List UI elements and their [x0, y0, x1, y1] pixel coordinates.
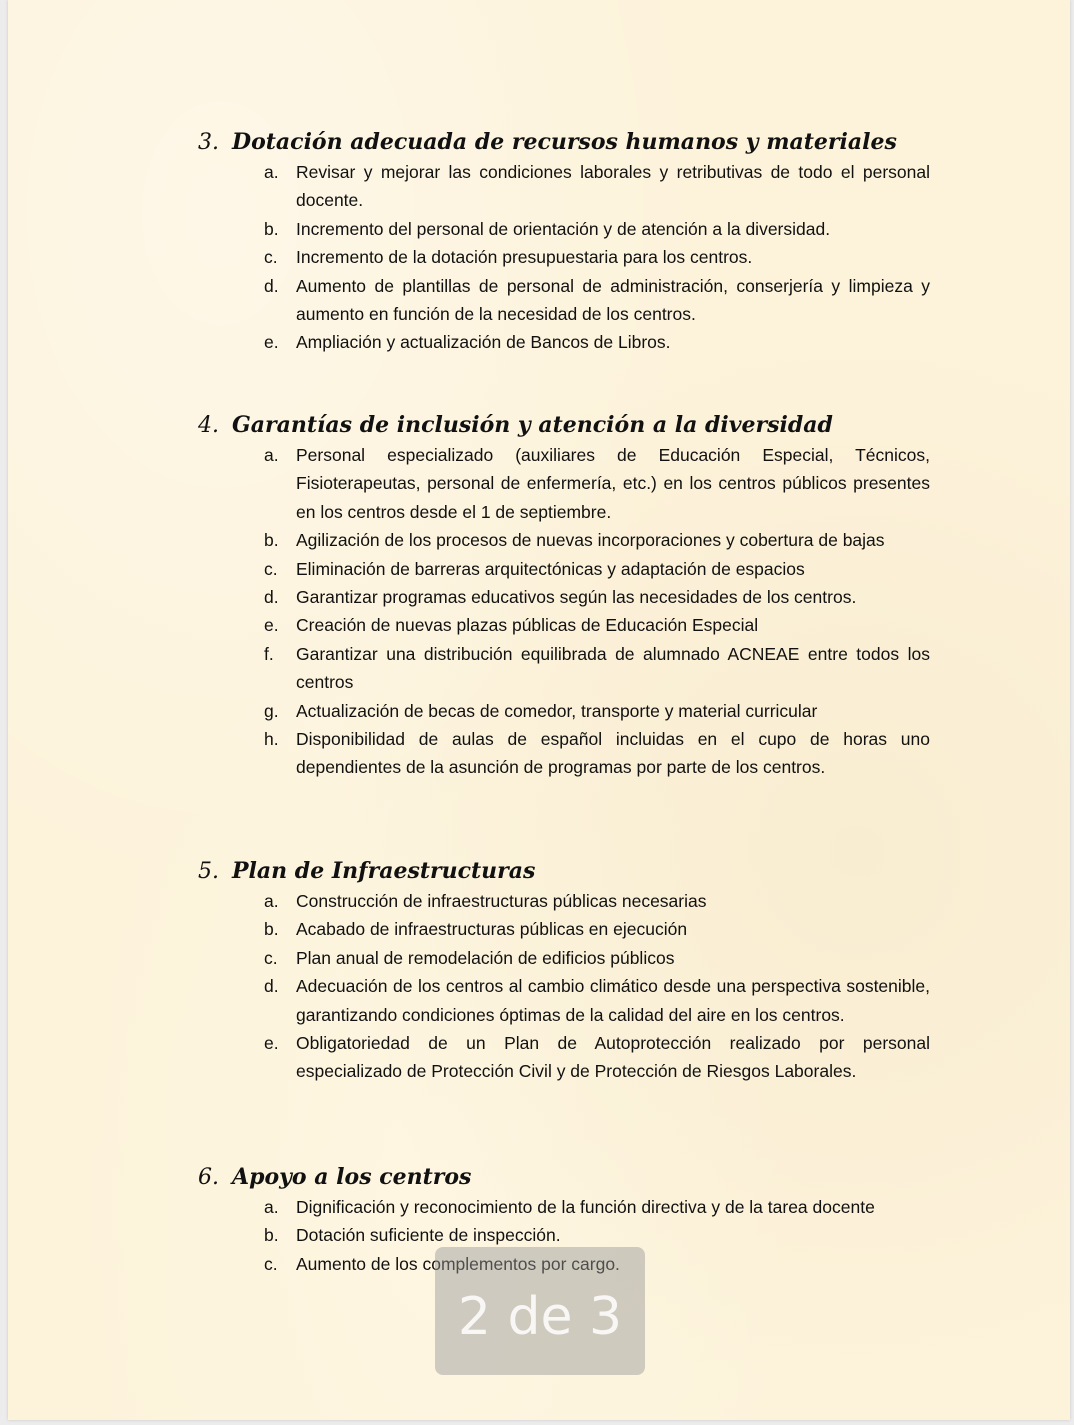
list-item — [198, 1193, 930, 1221]
page-indicator: 2 de 3 — [435, 1247, 645, 1375]
section-title-text: Dotación adecuada de recursos humanos y materiales — [232, 129, 897, 155]
list-item-text: Garantizar programas educativos según las necesidades de los centros. — [296, 587, 857, 608]
list-item-letter: c. — [264, 947, 278, 968]
list-item-text: Dignificación y reconocimiento de la función directiva y de la tarea docente — [296, 1197, 875, 1217]
list-item-letter: d. — [264, 976, 279, 997]
list-item-text: Personal especializado (auxiliares de Educación Especial, Técnicos, Fisioterapeutas, personal de enfermería, etc.) en los centros públicos presentes en los centros desde el 1 de septiembre. — [296, 445, 930, 522]
list-item-text: Disponibilidad de aulas de español incluidas en el cupo de horas uno dependientes de la asunción de programas por parte de los centros. — [296, 729, 930, 778]
document-page — [8, 0, 1070, 1420]
list-item-letter: a. — [264, 445, 279, 465]
section-title — [198, 1161, 930, 1193]
list-item-text: Garantizar una distribución equilibrada de alumnado ACNEAE entre todos los centros — [296, 643, 930, 693]
list-item-text: Ampliación y actualización de Bancos de Libros. — [296, 332, 671, 353]
list-item — [198, 1221, 930, 1249]
list-item-text: Creación de nuevas plazas públicas de Educación Especial — [296, 615, 759, 636]
list-item-letter: c. — [264, 558, 278, 579]
list-item-letter: a. — [264, 1197, 279, 1217]
list-item — [198, 555, 930, 583]
list-item-text: Incremento de la dotación presupuestaria para los centros. — [296, 247, 753, 268]
section-3 — [198, 126, 930, 357]
list-item — [198, 887, 930, 915]
list-item-letter: a. — [264, 162, 279, 182]
list-item-text: Plan anual de remodelación de edificios públicos — [296, 947, 675, 968]
section-number: 4. — [198, 413, 219, 438]
list-item-letter: g. — [264, 700, 279, 721]
list-item — [198, 441, 930, 526]
list-item — [198, 583, 930, 611]
list-item — [198, 915, 930, 943]
section-4 — [198, 409, 930, 782]
section-title — [198, 126, 930, 158]
list-item — [198, 944, 930, 972]
list-item — [198, 243, 930, 271]
list-item-letter: a. — [264, 891, 279, 911]
list-item — [198, 611, 930, 639]
list-item-letter: e. — [264, 1033, 279, 1054]
list-item — [198, 526, 930, 554]
list-item-text: Eliminación de barreras arquitectónicas y adaptación de espacios — [296, 558, 805, 579]
list-item-text: Obligatoriedad de un Plan de Autoprotección realizado por personal especializado de Protección Civil y de Protección de Riesgos Laborales. — [296, 1033, 930, 1082]
list-item-text: Actualización de becas de comedor, transporte y material curricular — [296, 700, 818, 721]
list-item-letter: b. — [264, 1225, 279, 1246]
list-item-text: Construcción de infraestructuras públicas necesarias — [296, 891, 707, 911]
section-title-text: Garantías de inclusión y atención a la diversidad — [232, 412, 833, 438]
list-item-text: Agilización de los procesos de nuevas incorporaciones y cobertura de bajas — [296, 530, 885, 551]
list-item-letter: d. — [264, 275, 279, 296]
list-item-letter: e. — [264, 332, 279, 353]
list-item-letter: d. — [264, 587, 279, 608]
list-item-letter: b. — [264, 218, 279, 239]
list-item — [198, 272, 930, 329]
list-item-letter: b. — [264, 530, 279, 551]
list-item — [198, 1029, 930, 1086]
section-5 — [198, 855, 930, 1086]
list-item-letter: c. — [264, 1253, 278, 1274]
list-item-text: Incremento del personal de orientación y de atención a la diversidad. — [296, 218, 831, 239]
list-item — [198, 725, 930, 782]
section-number: 5. — [198, 859, 219, 884]
section-number: 3. — [198, 130, 219, 155]
list-item-letter: f. — [264, 643, 274, 664]
list-item — [198, 640, 930, 697]
list-item-text: Acabado de infraestructuras públicas en ejecución — [296, 919, 688, 940]
list-item-letter: e. — [264, 615, 279, 636]
list-item — [198, 697, 930, 725]
section-title-text: Apoyo a los centros — [232, 1164, 472, 1190]
section-title-text: Plan de Infraestructuras — [232, 858, 536, 884]
list-item-text: Aumento de plantillas de personal de administración, conserjería y limpieza y aumento en función de la necesidad de los centros. — [296, 275, 930, 325]
section-title — [198, 855, 930, 887]
list-item-letter: b. — [264, 919, 279, 940]
list-item — [198, 328, 930, 356]
list-item — [198, 158, 930, 215]
list-item-text: Dotación suficiente de inspección. — [296, 1225, 561, 1246]
list-item-text: Aumento de los complementos por cargo. — [296, 1253, 620, 1274]
list-item-text: Revisar y mejorar las condiciones laborales y retributivas de todo el personal docente. — [296, 162, 930, 211]
list-item — [198, 972, 930, 1029]
list-item-letter: c. — [264, 247, 278, 268]
section-title — [198, 409, 930, 441]
list-item-letter: h. — [264, 729, 279, 750]
list-item-text: Adecuación de los centros al cambio climático desde una perspectiva sostenible, garantizando condiciones óptimas de la calidad del aire en los centros. — [296, 976, 930, 1025]
list-item — [198, 215, 930, 243]
section-number: 6. — [198, 1165, 219, 1190]
